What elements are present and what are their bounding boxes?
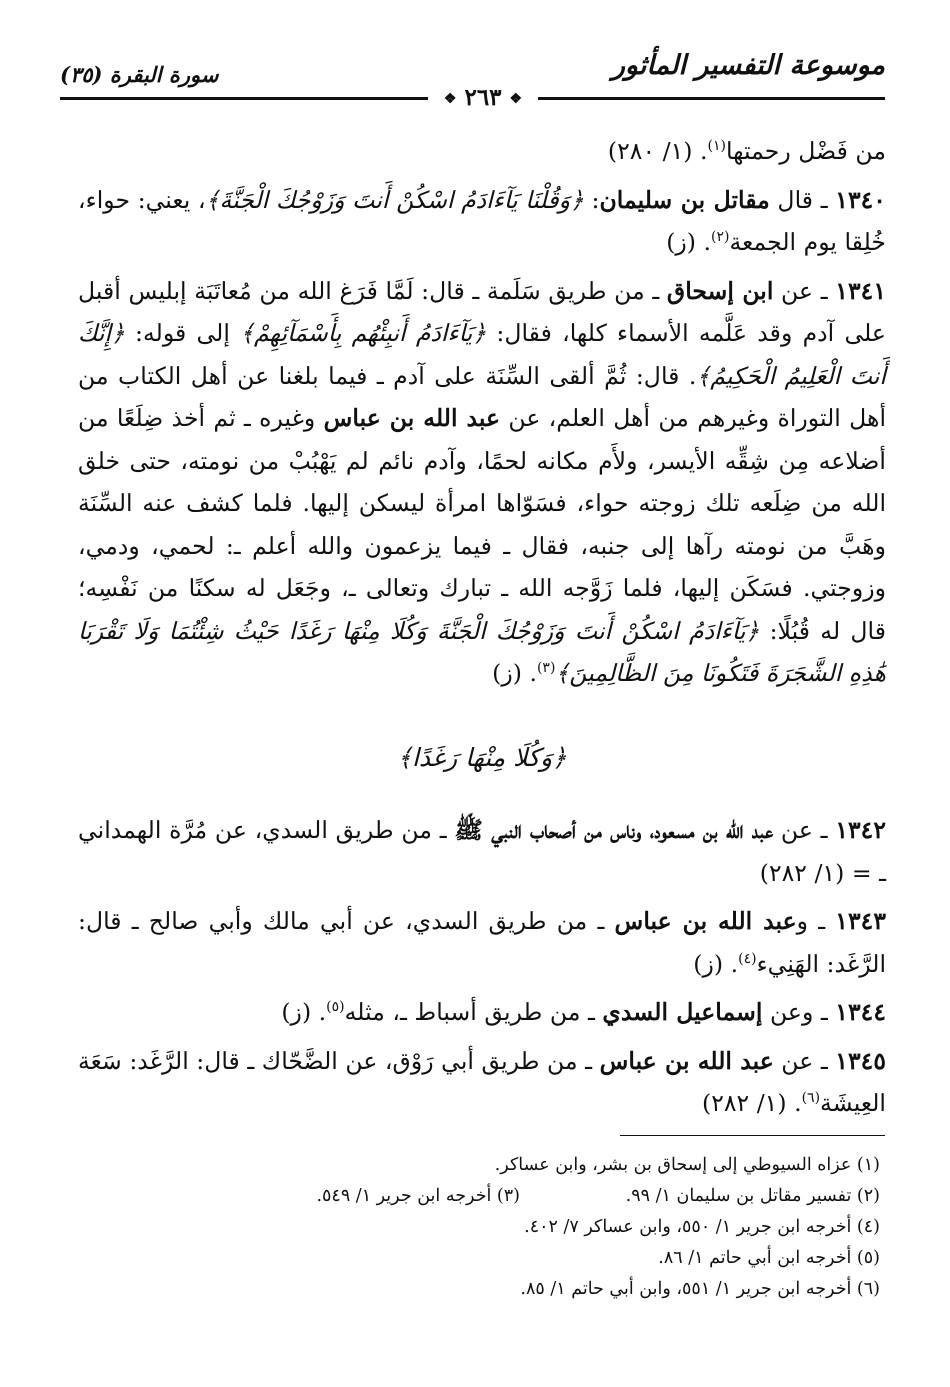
section-heading-verse: ﴿وَكُلَا مِنْهَا رَغَدًا﴾ [397,742,567,772]
narration-number: ١٣٤١ [835,276,886,305]
narration-1342: ١٣٤٢ ـ عن عبد الله بن مسعود، وناس من أصحاب النبي ﷺ ـ من طريق السدي، عن مُرَّة الهمداني ـ = (١/ ٢٨٢) [78,816,887,887]
footnote-3: (٣) أخرجه ابن جرير ١/ ٥٤٩. [316,1186,520,1206]
surah-title: سورة البقرة (٣٥) [60,62,219,87]
narrator-name: مقاتل بن سليمان [599,185,770,214]
narration-number: ١٣٤٤ [835,998,886,1026]
footnote-6: (٦) أخرجه ابن جرير ١/ ٥٥١، وابن أبي حاتم ١/ ٨٥. [520,1279,880,1299]
footnote-ref: (١) [707,138,726,155]
quran-verse: ﴿وَقُلْنَا يَآءَادَمُ اسْكُنْ أَنتَ وَزَوْجُكَ الْجَنَّةَ﴾ [205,185,584,214]
narration-1343: ١٣٤٣ ـ وعبد الله بن عباس ـ من طريق السدي، عن أبي مالك وأبي صالح ـ قال: الرَّغَد: الهَنِيء$^{(٤)}$. (ز) [78,907,886,978]
narrator-name: عبد الله بن عباس [599,1046,774,1075]
quran-verse: ﴿يَآءَادَمُ اسْكُنْ أَنتَ وَزَوْجُكَ الْجَنَّةَ وَكُلَا مِنْهَا رَغَدًا حَيْثُ شِئْتُمَا وَلَا تَقْرَبَا هَٰذِهِ الشَّجَرَةَ فَتَكُونَا مِنَ الظَّالِمِينَ﴾ [78,616,886,687]
narration-number: ١٣٤٣ [835,907,886,935]
footnote-ref: (٥) [326,999,345,1016]
quran-verse: ﴿إِنَّكَ أَنتَ الْعَلِيمُ الْحَكِيمُ﴾ [78,319,886,390]
narrator-name: عبد الله بن عباس [323,404,501,432]
narration-1345: ١٣٤٥ ـ عن عبد الله بن عباس ـ من طريق أبي رَوْق، عن الضَّحّاك ـ قال: الرَّغَد: سَعَة العِيشَة$^{(٦)}$. (١/ ٢٨٢) [78,1046,886,1117]
narrator-name: إسماعيل السدي [602,998,763,1026]
running-title: موسوعة التفسير المأثور [611,50,885,81]
footnote-1: (١) عزاه السيوطي إلى إسحاق بن بشر، وابن عساكر. [494,1155,880,1175]
main-text [78,130,886,1131]
page-number: ٢٦٣ [464,84,502,111]
narrator-name: عبد الله بن مسعود، وناس من أصحاب النبي ﷺ [454,816,774,844]
narration-number: ١٣٤٠ [835,185,886,214]
footnote-ref: (٤) [738,950,757,967]
footnote-2: (٢) تفسير مقاتل بن سليمان ١/ ٩٩. [625,1186,880,1206]
narrator-name: عبد الله بن عباس [614,907,797,935]
footnote-ref: (٣) [536,660,556,677]
footnote-5: (٥) أخرجه ابن أبي حاتم ١/ ٨٦. [658,1248,880,1268]
ornament-icon: ❖ [443,91,457,107]
quran-verse: ﴿يَآءَادَمُ أَنبِئْهُم بِأَسْمَآئِهِمْ﴾ [240,319,487,347]
footnotes [200,1150,880,1305]
paragraph-continuation: من فَضْل رحمتها$^{(١)}$. (١/ ٢٨٠) [607,137,886,165]
ornament-icon: ❖ [509,91,523,107]
narrator-name: ابن إسحاق [666,276,774,305]
narration-number: ١٣٤٥ [835,1046,886,1075]
footnote-ref: (٦) [801,1090,821,1107]
footnote-rule [620,1135,885,1136]
narration-1340: ١٣٤٠ ـ قال مقاتل بن سليمان: ﴿وَقُلْنَا يَآءَادَمُ اسْكُنْ أَنتَ وَزَوْجُكَ الْجَنَّةَ﴾، يعني: حواء، خُلِقا يوم الجمعة$^{(٢)}$. (ز) [78,185,886,256]
narration-1341: ١٣٤١ ـ عن ابن إسحاق ـ من طريق سَلَمة ـ قال: لَمَّا فَرَغ الله من مُعاتَبَة إبليس أقبل على آدم وقد عَلَّمه الأسماء كلها، فقال: ﴿يَآءَادَمُ أَنبِئْهُم بِأَسْمَآئِهِمْ﴾ إلى قوله: ﴿إِنَّكَ أَنتَ الْعَلِيمُ الْحَكِيمُ﴾. قال: ثُمَّ ألقى السِّنَة على آدم ـ فيما بلغنا عن أهل الكتاب من أهل التوراة وغيرهم من أهل العلم، عن عبد الله بن عباس وغيره ـ ثم أخذ ضِلَعًا من أضلاعه مِن شِقِّه الأيسر، ولأَم مكانه لحمًا، وآدم نائم لم يَهْبُبْ من نومته، حتى خلق الله من ضِلَعه تلك زوجته حواء، فسَوّاها امرأة ليسكن إليها. فلما كشف عنه السِّنَة وهَبَّ من نومته رآها إلى جنبه، فقال ـ فيما يزعمون والله أعلم ـ: لحمي، ودمي، وزوجتي. فسَكَن إليها، فلما زَوَّجه الله ـ تبارك وتعالى ـ، وجَعَل له سكنًا من نَفْسِه؛ قال له قُبُلًا: ﴿يَآءَادَمُ اسْكُنْ أَنتَ وَزَوْجُكَ الْجَنَّةَ وَكُلَا مِنْهَا رَغَدًا حَيْثُ شِئْتُمَا وَلَا تَقْرَبَا هَٰذِهِ الشَّجَرَةَ فَتَكُونَا مِنَ الظَّالِمِينَ﴾$^{(٣)}$. (ز) [78,276,887,687]
narration-number: ١٣٤٢ [835,816,887,844]
page-number-box [428,83,538,115]
narration-1344: ١٣٤٤ ـ وعن إسماعيل السدي ـ من طريق أسباط ـ، مثله$^{(٥)}$. (ز) [281,998,886,1026]
footnote-4: (٤) أخرجه ابن جرير ١/ ٥٥٠، وابن عساكر ٧/ ٤٠٢. [524,1217,880,1237]
footnote-ref: (٢) [711,229,730,246]
